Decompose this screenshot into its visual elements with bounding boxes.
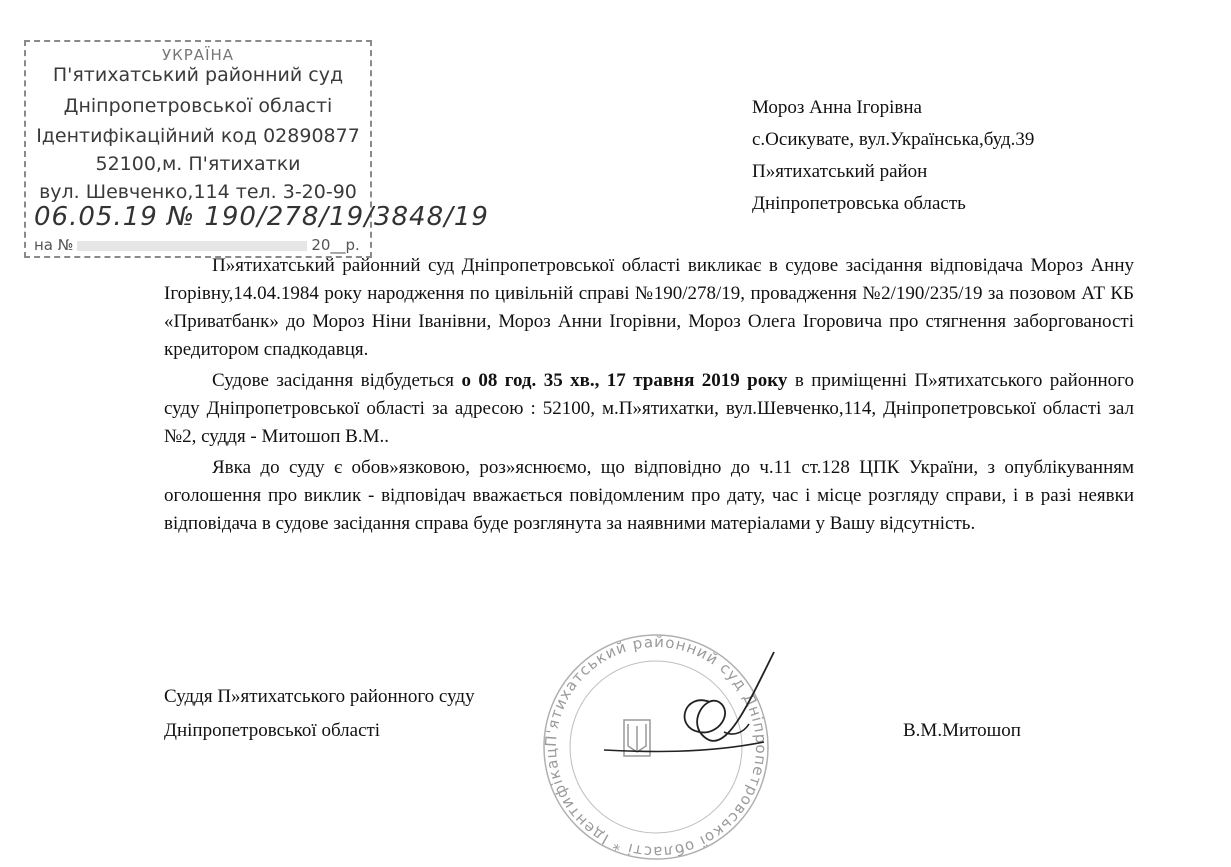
addressee-block [752, 92, 1034, 220]
seal-ring-text: П'ятихатський районний суд Дніпропетровської області * Ідентифікац [541, 632, 771, 862]
stamp-court-name: П'ятихатський районний суд [52, 64, 344, 86]
summons-body [164, 252, 1134, 541]
hearing-text-before: Судове засідання відбудеться [212, 370, 462, 391]
stamp-reference-suffix: 20__р. [311, 236, 360, 254]
signature-title-line2: Дніпропетровської області [164, 720, 381, 741]
stamp-registration-number: 06.05.19 № 190/278/19/3848/19 [34, 202, 489, 232]
stamp-id-code: Ідентифікаційний код 02890877 [36, 125, 360, 147]
addressee-oblast: Дніпропетровська область [752, 193, 966, 214]
stamp-country: УКРАЇНА [161, 46, 235, 64]
stamp-city: 52100,м. П'ятихатки [95, 153, 301, 175]
paragraph-attendance-text: Явка до суду є обов»язковою, роз»яснюємо, що відповідно до ч.11 ст.128 ЦПК України, з опублікуванням оголошення про виклик - відповідач вважається повідомленим про дату, час і місце розгляду справи, і в разі неявки відповідача в судове засідання справа буде розглянута за наявними матеріалами у Вашу відсутність. [164, 457, 1134, 534]
signature-title-line1: Суддя П»ятихатського районного суду [164, 686, 475, 707]
paragraph-summons-text: П»ятихатський районний суд Дніпропетровської області викликає в судове засідання відповідача Мороз Анну Ігорівну,14.04.1984 року народження по цивільній справі №190/278/19, провадження №2/190/235/19 за позовом АТ КБ «Приватбанк» до Мороз Ніни Іванівни, Мороз Анни Ігорівни, Мороз Олега Ігоровича про стягнення заборгованості кредитором спадкодавця. [164, 255, 1134, 360]
hearing-text-after: в приміщенні П»ятихатського районного суду Дніпропетровської області за адресою : 52100, м.П»ятихатки, вул.Шевченко,114, Дніпропетровської області зал №2, суддя - Митошоп В.М.. [164, 370, 1135, 447]
paragraph-hearing [164, 367, 1134, 451]
judge-name: В.М.Митошоп [903, 720, 1021, 741]
addressee-district: П»ятихатський район [752, 161, 928, 182]
stamp-street: вул. Шевченко,114 тел. 3-20-90 [39, 181, 357, 203]
signature-block [164, 680, 475, 748]
addressee-name: Мороз Анна Ігорівна [752, 97, 922, 118]
paragraph-summons [164, 252, 1134, 364]
stamp-reference-prefix: на № [34, 236, 74, 254]
court-seal [534, 632, 778, 862]
court-stamp [24, 40, 489, 258]
court-seal-graphic [534, 632, 778, 862]
stamp-reference-blank [77, 241, 307, 251]
stamp-region: Дніпропетровської області [63, 95, 333, 117]
addressee-address: с.Осикувате, вул.Українська,буд.39 [752, 129, 1035, 150]
hearing-datetime: о 08 год. 35 хв., 17 травня 2019 року [461, 370, 788, 391]
paragraph-attendance [164, 454, 1134, 538]
